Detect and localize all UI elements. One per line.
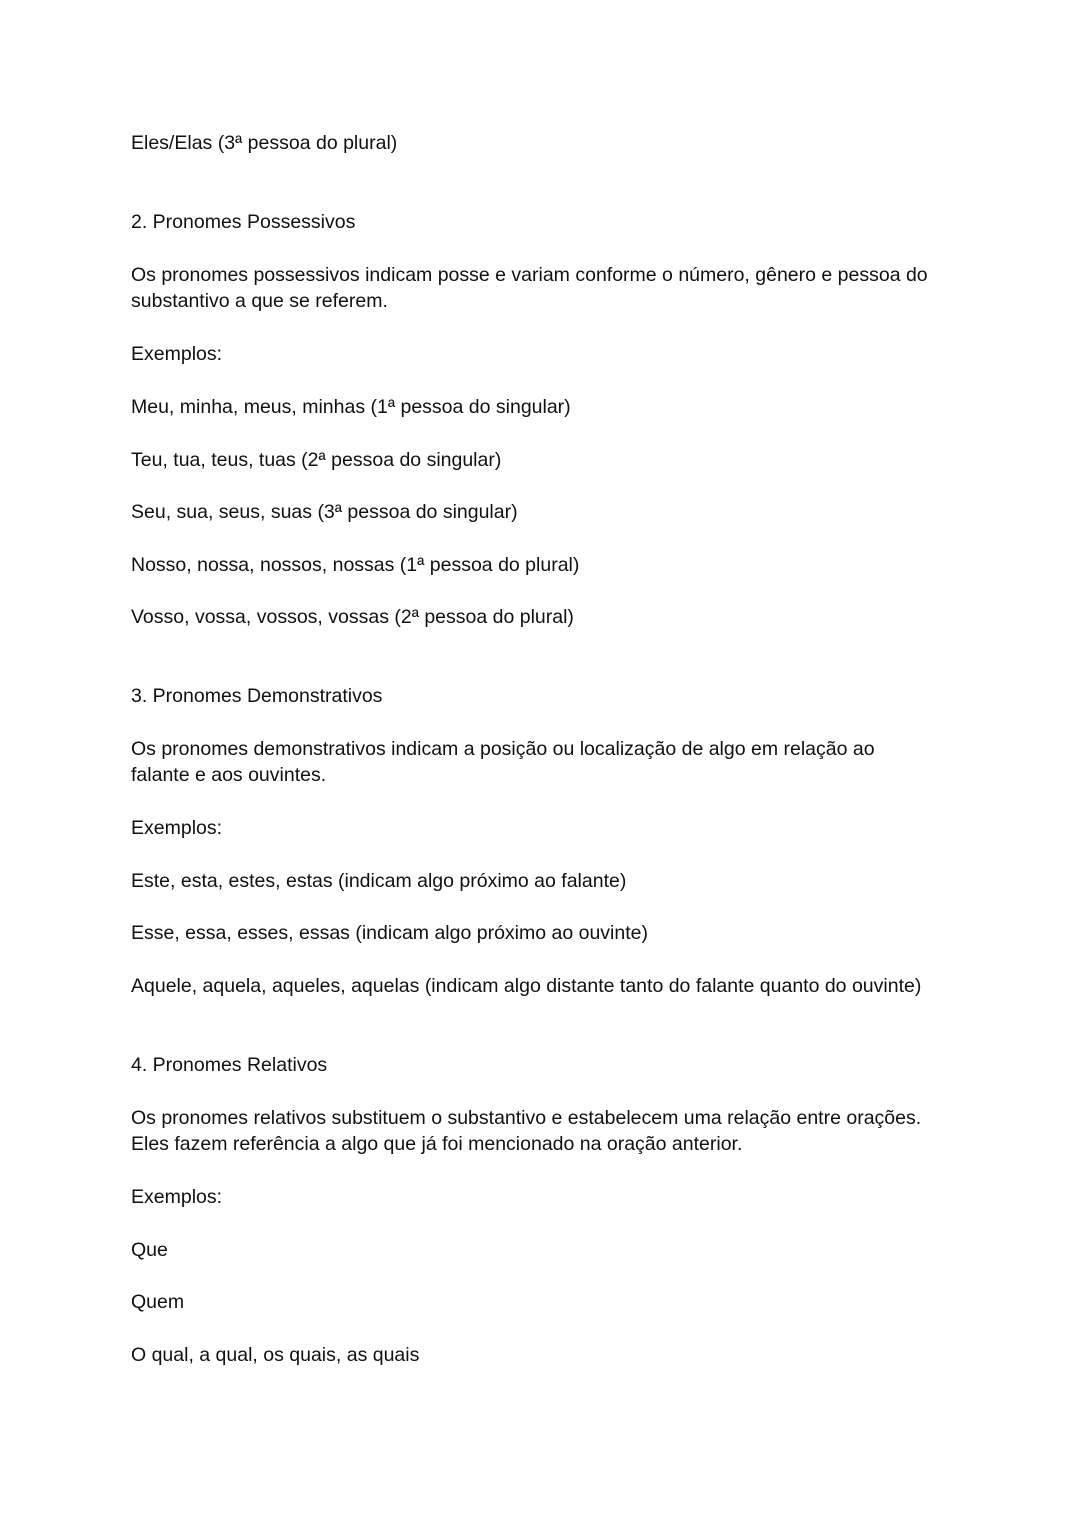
example-item: Vosso, vossa, vossos, vossas (2ª pessoa do plural): [131, 606, 574, 628]
example-item: Este, esta, estes, estas (indicam algo próximo ao falante): [131, 870, 627, 892]
section-description-possessivos: [131, 262, 961, 314]
example-item: Que: [131, 1239, 168, 1261]
examples-label: Exemplos:: [131, 343, 223, 365]
examples-label: Exemplos:: [131, 817, 223, 839]
description-line: Os pronomes demonstrativos indicam a posição ou localização de algo em relação ao: [131, 738, 875, 760]
section-description-relativos: [131, 1105, 961, 1157]
description-line: Os pronomes possessivos indicam posse e variam conforme o número, gênero e pessoa do: [131, 264, 928, 286]
section-heading-possessivos: 2. Pronomes Possessivos: [131, 211, 356, 233]
description-line: Eles fazem referência a algo que já foi mencionado na oração anterior.: [131, 1133, 743, 1155]
example-item: Quem: [131, 1291, 185, 1313]
example-item: Seu, sua, seus, suas (3ª pessoa do singular): [131, 501, 518, 523]
description-line: Os pronomes relativos substituem o substantivo e estabelecem uma relação entre orações.: [131, 1107, 922, 1129]
section-description-demonstrativos: [131, 736, 961, 788]
example-item: O qual, a qual, os quais, as quais: [131, 1344, 420, 1366]
section-heading-demonstrativos: 3. Pronomes Demonstrativos: [131, 685, 383, 707]
examples-label: Exemplos:: [131, 1186, 223, 1208]
example-item: Esse, essa, esses, essas (indicam algo próximo ao ouvinte): [131, 922, 648, 944]
example-item: Aquele, aquela, aqueles, aquelas (indicam algo distante tanto do falante quanto do ouvinte): [131, 975, 922, 997]
description-line: substantivo a que se referem.: [131, 290, 388, 312]
example-item: Teu, tua, teus, tuas (2ª pessoa do singular): [131, 449, 502, 471]
example-item: Nosso, nossa, nossos, nossas (1ª pessoa do plural): [131, 554, 580, 576]
section-heading-relativos: 4. Pronomes Relativos: [131, 1054, 328, 1076]
example-item: Meu, minha, meus, minhas (1ª pessoa do singular): [131, 396, 571, 418]
intro-line: Eles/Elas (3ª pessoa do plural): [131, 132, 398, 154]
description-line: falante e aos ouvintes.: [131, 764, 327, 786]
